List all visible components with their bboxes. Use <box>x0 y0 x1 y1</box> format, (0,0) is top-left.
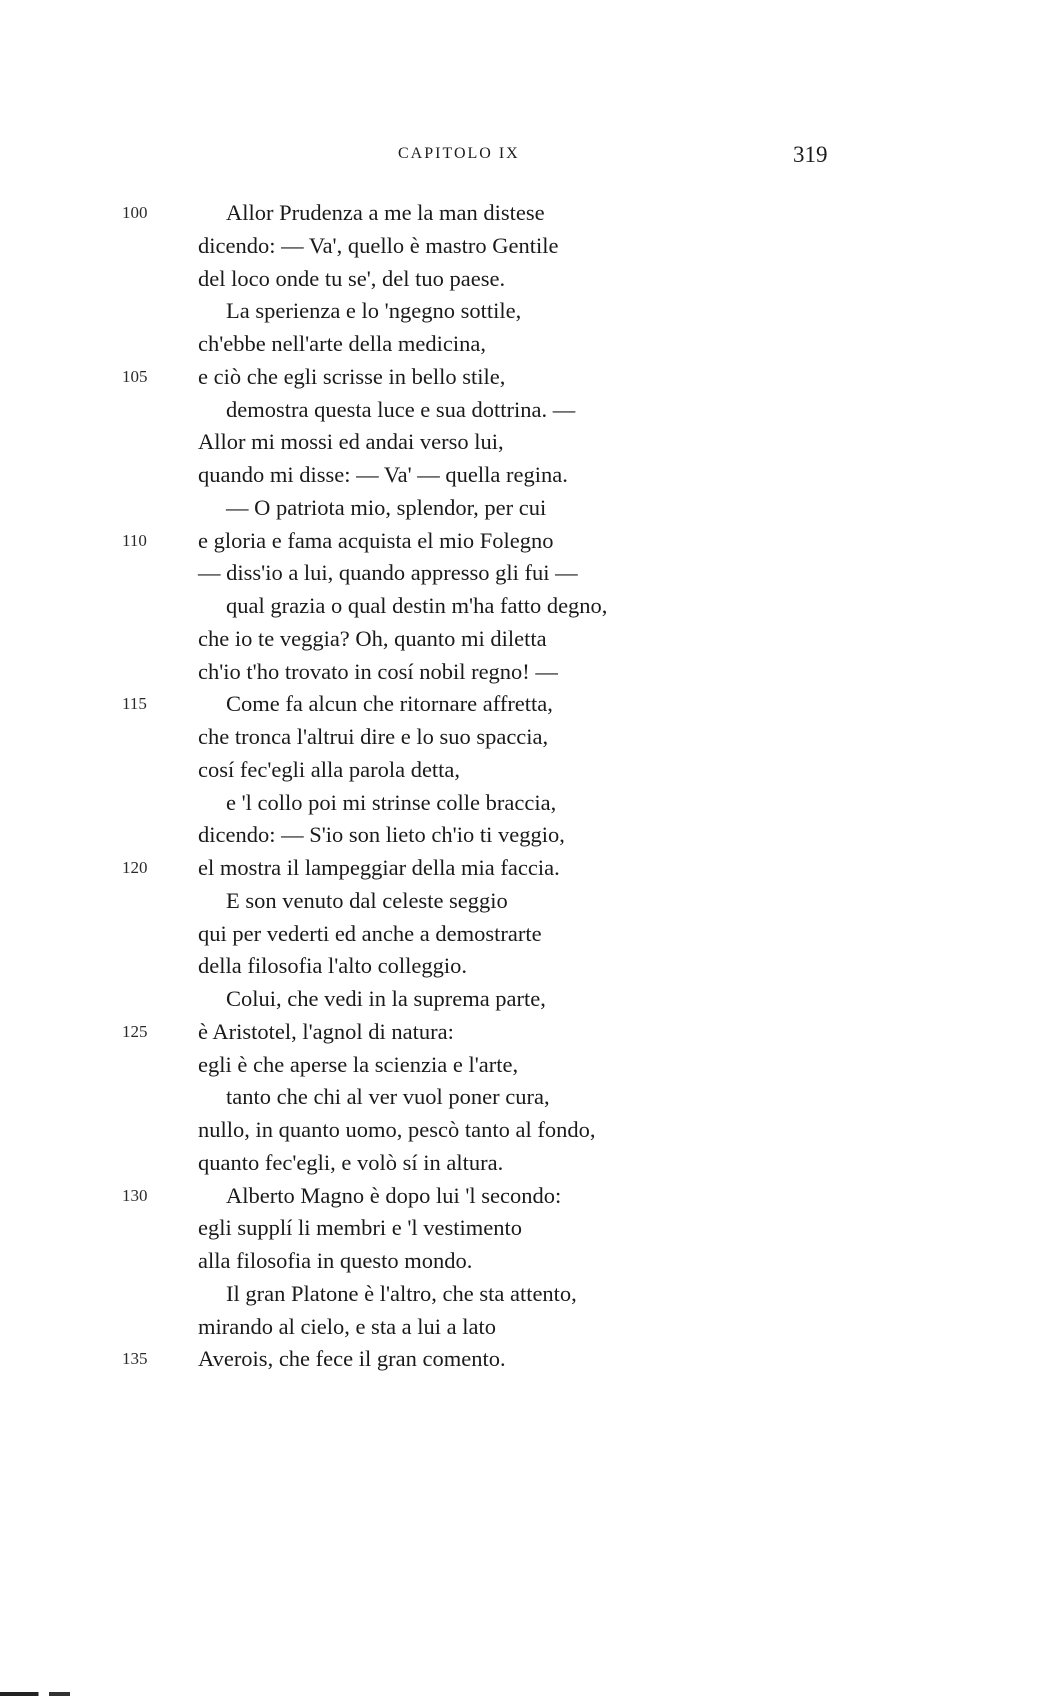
verse-line <box>0 950 1040 983</box>
verse-text: cosí fec'egli alla parola detta, <box>198 756 461 782</box>
verse-line <box>0 1049 1040 1082</box>
verse-text: el mostra il lampeggiar della mia faccia. <box>198 855 560 880</box>
verse-text: — O patriota mio, splendor, per cui <box>226 494 547 520</box>
verse-text: tanto che chi al ver vuol poner cura, <box>226 1084 550 1110</box>
verse-text: ch'ebbe nell'arte della medicina, <box>198 331 486 356</box>
verse-line <box>0 1114 1040 1147</box>
verse-text: E son venuto dal celeste seggio <box>226 887 508 913</box>
verse-text: Come fa alcun che ritornare affretta, <box>226 691 553 717</box>
verse-line <box>0 754 1040 787</box>
verse-line <box>0 492 1040 525</box>
verse-line <box>0 197 1040 230</box>
verse-text: della filosofia l'alto colleggio. <box>198 953 467 979</box>
verse-number: 105 <box>122 366 148 386</box>
verse-line <box>0 1343 1040 1376</box>
verse-text: Alberto Magno è dopo lui 'l secondo: <box>226 1182 562 1208</box>
verse-number: 125 <box>122 1021 148 1041</box>
verse-text: che tronca l'altrui dire e lo suo spaccia, <box>198 724 549 749</box>
verse-text: mirando al cielo, e sta a lui a lato <box>198 1313 497 1339</box>
chapter-heading: CAPITOLO IX <box>398 145 520 162</box>
verse-line <box>0 787 1040 820</box>
verse-text: demostra questa luce e sua dottrina. — <box>226 396 576 422</box>
verse-line <box>0 525 1040 558</box>
verse-text: nullo, in quanto uomo, pescò tanto al fondo, <box>198 1117 596 1142</box>
verse-line <box>0 230 1040 263</box>
verse-text: qual grazia o qual destin m'ha fatto degno, <box>226 593 608 618</box>
verse-line <box>0 459 1040 492</box>
verse-number: 120 <box>122 858 148 877</box>
verse-text: egli supplí li membri e 'l vestimento <box>198 1215 523 1241</box>
verse-text: qui per vederti ed anche a demostrarte <box>198 920 542 946</box>
verse-text: Il gran Platone è l'altro, che sta attento, <box>226 1280 577 1306</box>
verse-text: quando mi disse: — Va' — quella regina. <box>198 462 568 487</box>
verse-text: dicendo: — Va', quello è mastro Gentile <box>198 232 559 258</box>
scan-edge-mark <box>0 1692 70 1696</box>
verse-line <box>0 623 1040 656</box>
verse-line <box>0 328 1040 361</box>
verse-line <box>0 918 1040 951</box>
verse-line <box>0 394 1040 427</box>
verse-line <box>0 1016 1040 1049</box>
verse-text: Allor Prudenza a me la man distese <box>226 200 545 225</box>
verse-number: 110 <box>122 530 147 550</box>
verse-text: Colui, che vedi in la suprema parte, <box>226 986 546 1011</box>
verse-line <box>0 1147 1040 1180</box>
verse-line <box>0 852 1040 885</box>
verse-text: è Aristotel, l'agnol di natura: <box>198 1018 454 1044</box>
verse-line <box>0 885 1040 918</box>
verse-number: 135 <box>122 1349 148 1369</box>
verse-line <box>0 1311 1040 1344</box>
verse-line <box>0 361 1040 394</box>
verse-text: dicendo: — S'io son lieto ch'io ti veggio, <box>198 822 565 848</box>
verse-line <box>0 557 1040 590</box>
verse-line <box>0 426 1040 459</box>
verse-text: alla filosofia in questo mondo. <box>198 1248 473 1273</box>
verse-number: 100 <box>122 203 148 222</box>
page-number: 319 <box>793 142 828 167</box>
verse-text: e 'l collo poi mi strinse colle braccia, <box>226 789 557 815</box>
verse-line <box>0 1245 1040 1278</box>
verse-text: Allor mi mossi ed andai verso lui, <box>198 429 504 455</box>
verse-text: egli è che aperse la scienzia e l'arte, <box>198 1051 519 1077</box>
verse-line <box>0 983 1040 1016</box>
verse-text: che io te veggia? Oh, quanto mi diletta <box>198 625 547 651</box>
verse-line <box>0 819 1040 852</box>
verse-text: ch'io t'ho trovato in cosí nobil regno! — <box>198 658 558 684</box>
verse-line <box>0 1278 1040 1311</box>
verse-text: del loco onde tu se', del tuo paese. <box>198 265 506 291</box>
verse-line <box>0 656 1040 689</box>
verse-text: Averois, che fece il gran comento. <box>198 1346 506 1372</box>
verse-line <box>0 721 1040 754</box>
verse-text: e ciò che egli scrisse in bello stile, <box>198 363 506 389</box>
verse-line <box>0 263 1040 296</box>
verse-text: La sperienza e lo 'ngegno sottile, <box>226 298 522 324</box>
verse-line <box>0 1212 1040 1245</box>
verse-line <box>0 1180 1040 1213</box>
poem-body <box>0 197 1040 1376</box>
verse-number: 130 <box>122 1185 148 1205</box>
verse-text: — diss'io a lui, quando appresso gli fui — <box>198 560 578 586</box>
verse-line <box>0 1081 1040 1114</box>
verse-line <box>0 295 1040 328</box>
verse-number: 115 <box>122 694 147 714</box>
verse-line <box>0 590 1040 623</box>
verse-line <box>0 688 1040 721</box>
verse-text: quanto fec'egli, e volò sí in altura. <box>198 1149 504 1175</box>
verse-text: e gloria e fama acquista el mio Folegno <box>198 527 554 553</box>
